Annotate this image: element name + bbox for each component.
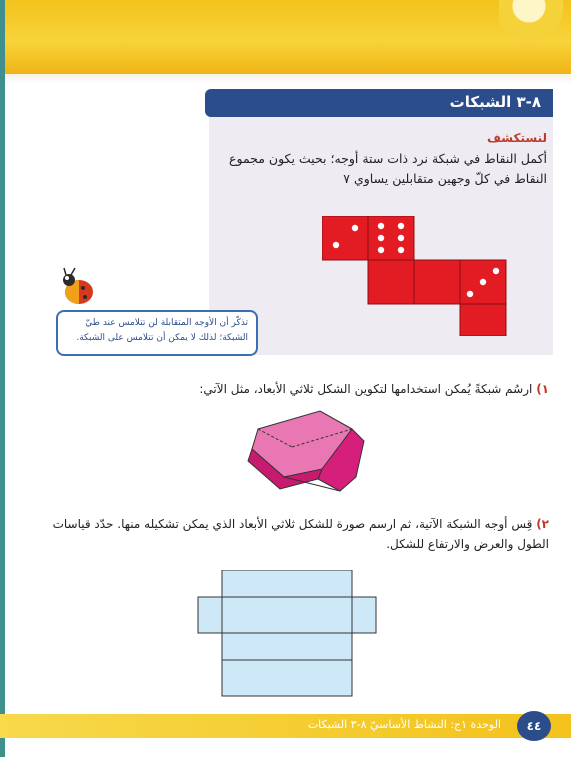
- dice-net-figure: [322, 216, 512, 336]
- explore-text: أكمل النقاط في شبكة نرد ذات ستة أوجه؛ بحيث يكون مجموع النقاط في كلّ وجهين متقابلين يساوي ٧: [229, 151, 547, 186]
- question-text: ارسُم شبكةً يُمكن استخدامها لتكوين الشكل ثلاثي الأبعاد، مثل الآتي:: [199, 382, 533, 396]
- page-edge-bar: [0, 0, 5, 757]
- rectangular-prism-net-figure: [196, 570, 378, 698]
- net-face-back: [222, 660, 352, 696]
- header-shadow: [0, 74, 571, 84]
- reminder-text: تذكّر أن الأوجه المتقابلة لن تتلامس عند طيّ الشبكة؛ لذلك لا يمكن أن تتلامس على الشبكة.: [76, 318, 248, 343]
- die-face-2: [322, 216, 368, 260]
- lesson-title-bar: [205, 89, 553, 117]
- die-face-empty-3: [460, 304, 506, 336]
- question-number: ٢): [536, 517, 549, 531]
- lesson-title: ٨-٣ الشبكات: [449, 93, 541, 111]
- header-decoration: [499, 0, 571, 74]
- page-number: ٤٤: [526, 719, 542, 733]
- question-number: ١): [536, 382, 549, 396]
- net-face-bottom: [222, 633, 352, 660]
- explore-heading: لنستكشف: [487, 131, 547, 145]
- footer-text: الوحدة ١ج: النشاط الأساسيّ ٨-٣ الشبكات: [307, 718, 501, 731]
- question-1: [29, 379, 549, 399]
- net-face-center: [222, 597, 352, 633]
- page-number-badge: [517, 711, 551, 741]
- die-face-empty-2: [414, 260, 460, 304]
- question-2: [29, 514, 549, 554]
- header-band: [0, 0, 571, 74]
- ladybug-icon: [55, 266, 101, 312]
- net-face-top: [222, 570, 352, 597]
- footer-band: [0, 714, 571, 738]
- die-face-6: [368, 216, 414, 260]
- pentagonal-prism-figure: [244, 405, 374, 497]
- reminder-note: [56, 310, 258, 356]
- die-face-empty-1: [368, 260, 414, 304]
- net-face-right: [352, 597, 376, 633]
- question-text: قِس أوجه الشبكة الآتية، ثم ارسم صورة للشكل ثلاثي الأبعاد الذي يمكن تشكيله منها. حدّد قياسات الطول والعرض والارتفاع للشكل.: [52, 517, 549, 551]
- net-face-left: [198, 597, 222, 633]
